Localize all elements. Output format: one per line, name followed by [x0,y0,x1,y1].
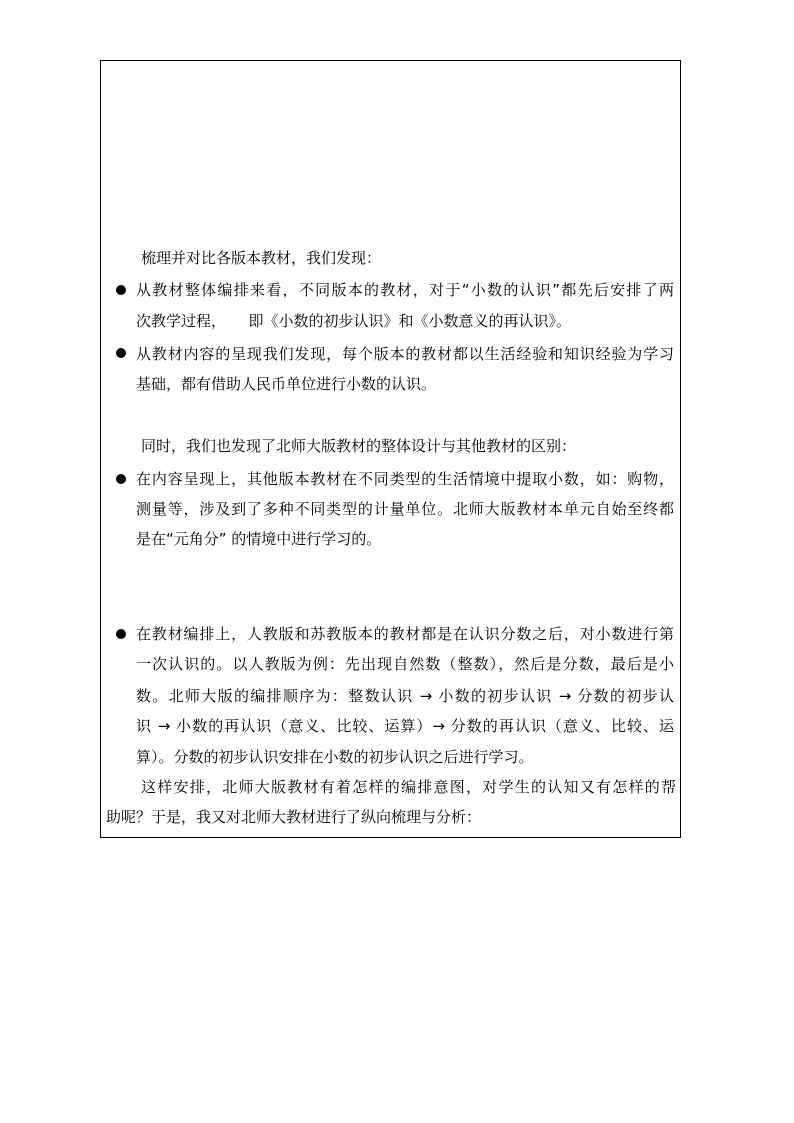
difference-2-line-1: 在教材编排上，人教版和苏教版本的教材都是在认识分数之后，对小数进行第 [136,625,674,643]
bullet-icon [116,285,126,295]
finding-2-line-1: 从教材内容的呈现我们发现，每个版本的教材都以生活经验和知识经验为学习 [136,345,674,363]
document-frame [100,60,681,838]
closing-line-1: 这样安排，北师大版教材有着怎样的编排意图，对学生的认知又有怎样的帮 [141,778,676,796]
difference-2-line-2: 一次认识的。以人教版为例：先出现自然数（整数），然后是分数，最后是小 [136,655,674,673]
bullet-icon [116,348,126,358]
difference-2-line-5: 算）。分数的初步认识安排在小数的初步认识之后进行学习。 [136,748,534,766]
finding-1-line-2: 次教学过程， 即《小数的初步认识》和《小数意义的再认识》。 [136,312,572,330]
difference-1-line-3: 是在“元角分” 的情境中进行学习的。 [136,530,382,548]
bullet-icon [116,474,126,484]
bullet-icon [116,629,126,639]
difference-2-line-3: 数。北师大版的编排顺序为：整数认识 → 小数的初步认识 → 分数的初步认 [136,687,674,705]
difference-1-line-2: 测量等，涉及到了多种不同类型的计量单位。北师大版教材本单元自始至终都 [136,500,674,518]
closing-line-2: 助呢？于是，我又对北师大教材进行了纵向梳理与分析： [106,808,482,826]
finding-2-line-2: 基础，都有借助人民币单位进行小数的认识。 [136,375,437,393]
finding-1-line-1: 从教材整体编排来看，不同版本的教材，对于“小数的认识”都先后安排了两 [136,281,674,299]
difference-1-line-1: 在内容呈现上，其他版本教材在不同类型的生活情境中提取小数，如：购物， [136,470,674,488]
difference-2-line-4: 识 → 小数的再认识（意义、比较、运算）→ 分数的再认识（意义、比较、运 [136,717,674,735]
intro-text: 梳理并对比各版本教材，我们发现： [141,249,382,267]
difference-intro-text: 同时，我们也发现了北师大版教材的整体设计与其他教材的区别： [141,437,577,455]
